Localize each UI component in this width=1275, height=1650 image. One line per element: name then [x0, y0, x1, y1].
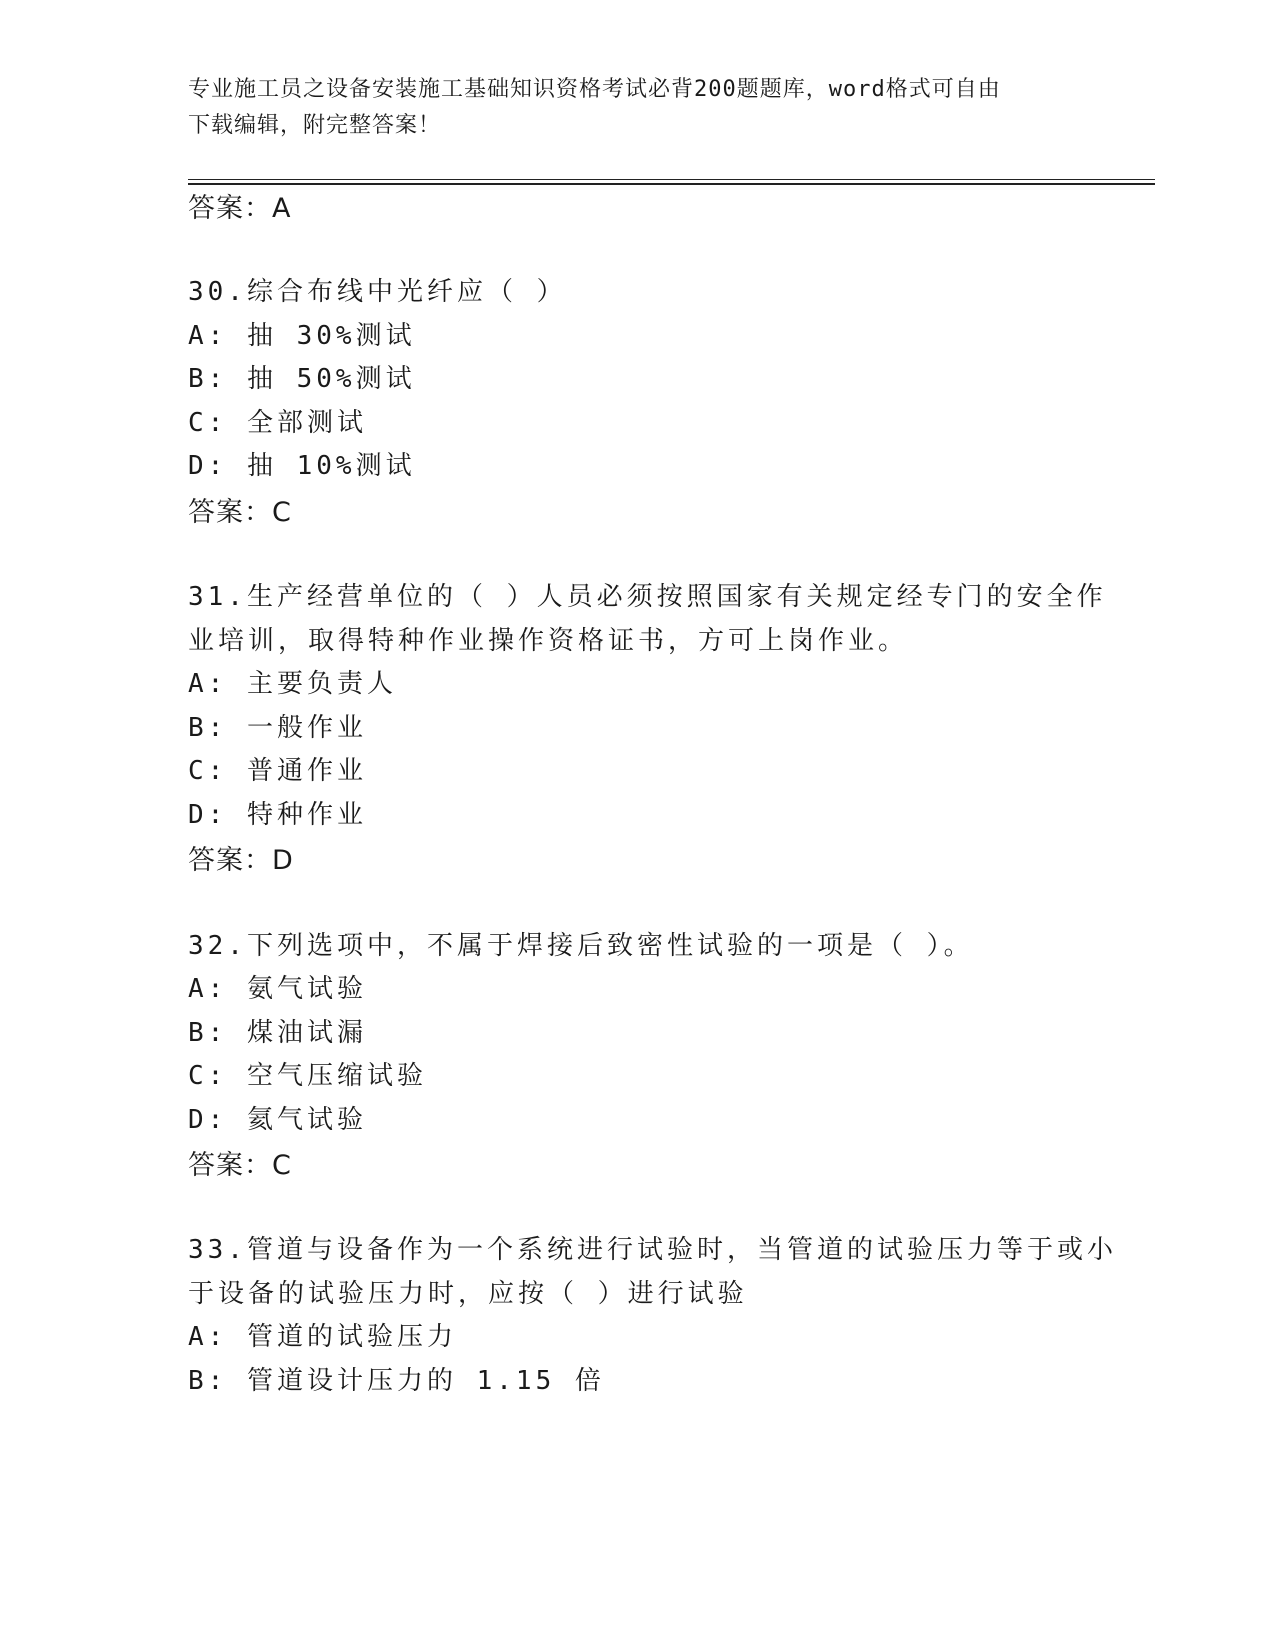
option-b: B: 管道设计压力的 1.15 倍: [188, 1366, 605, 1396]
answer-line: 答案：C: [188, 1150, 292, 1181]
option-d: D: 特种作业: [188, 800, 367, 830]
answer-line: 答案：D: [188, 845, 294, 876]
header-divider-thick: [188, 183, 1155, 185]
option-c: C: 普通作业: [188, 756, 367, 786]
document-header: [188, 72, 1068, 144]
header-line-1: 专业施工员之设备安装施工基础知识资格考试必背200题题库，word格式可自由: [188, 77, 1001, 102]
option-d: D: 抽 10%测试: [188, 451, 416, 481]
question-stem-continued: 业培训，取得特种作业操作资格证书，方可上岗作业。: [188, 626, 909, 656]
option-a: A: 主要负责人: [188, 669, 397, 699]
question-stem: 30.综合布线中光纤应（ ）: [188, 277, 567, 307]
answer-line: 答案：C: [188, 497, 292, 528]
option-c: C: 全部测试: [188, 408, 367, 438]
header-divider-thin: [188, 179, 1155, 180]
question-stem: 33.管道与设备作为一个系统进行试验时，当管道的试验压力等于或小: [188, 1235, 1117, 1265]
header-line-2: 下载编辑，附完整答案！: [188, 113, 442, 138]
question-stem-continued: 于设备的试验压力时，应按（ ）进行试验: [188, 1279, 748, 1309]
option-a: A: 氨气试验: [188, 974, 367, 1004]
option-a: A: 抽 30%测试: [188, 321, 416, 351]
option-a: A: 管道的试验压力: [188, 1322, 457, 1352]
option-c: C: 空气压缩试验: [188, 1061, 427, 1091]
answer-line: 答案：A: [188, 193, 292, 224]
question-stem: 31.生产经营单位的（ ）人员必须按照国家有关规定经专门的安全作: [188, 582, 1107, 612]
option-b: B: 煤油试漏: [188, 1018, 367, 1048]
option-b: B: 抽 50%测试: [188, 364, 416, 394]
question-stem: 32.下列选项中，不属于焊接后致密性试验的一项是（ ）。: [188, 931, 974, 961]
option-d: D: 氦气试验: [188, 1105, 367, 1135]
option-b: B: 一般作业: [188, 713, 367, 743]
